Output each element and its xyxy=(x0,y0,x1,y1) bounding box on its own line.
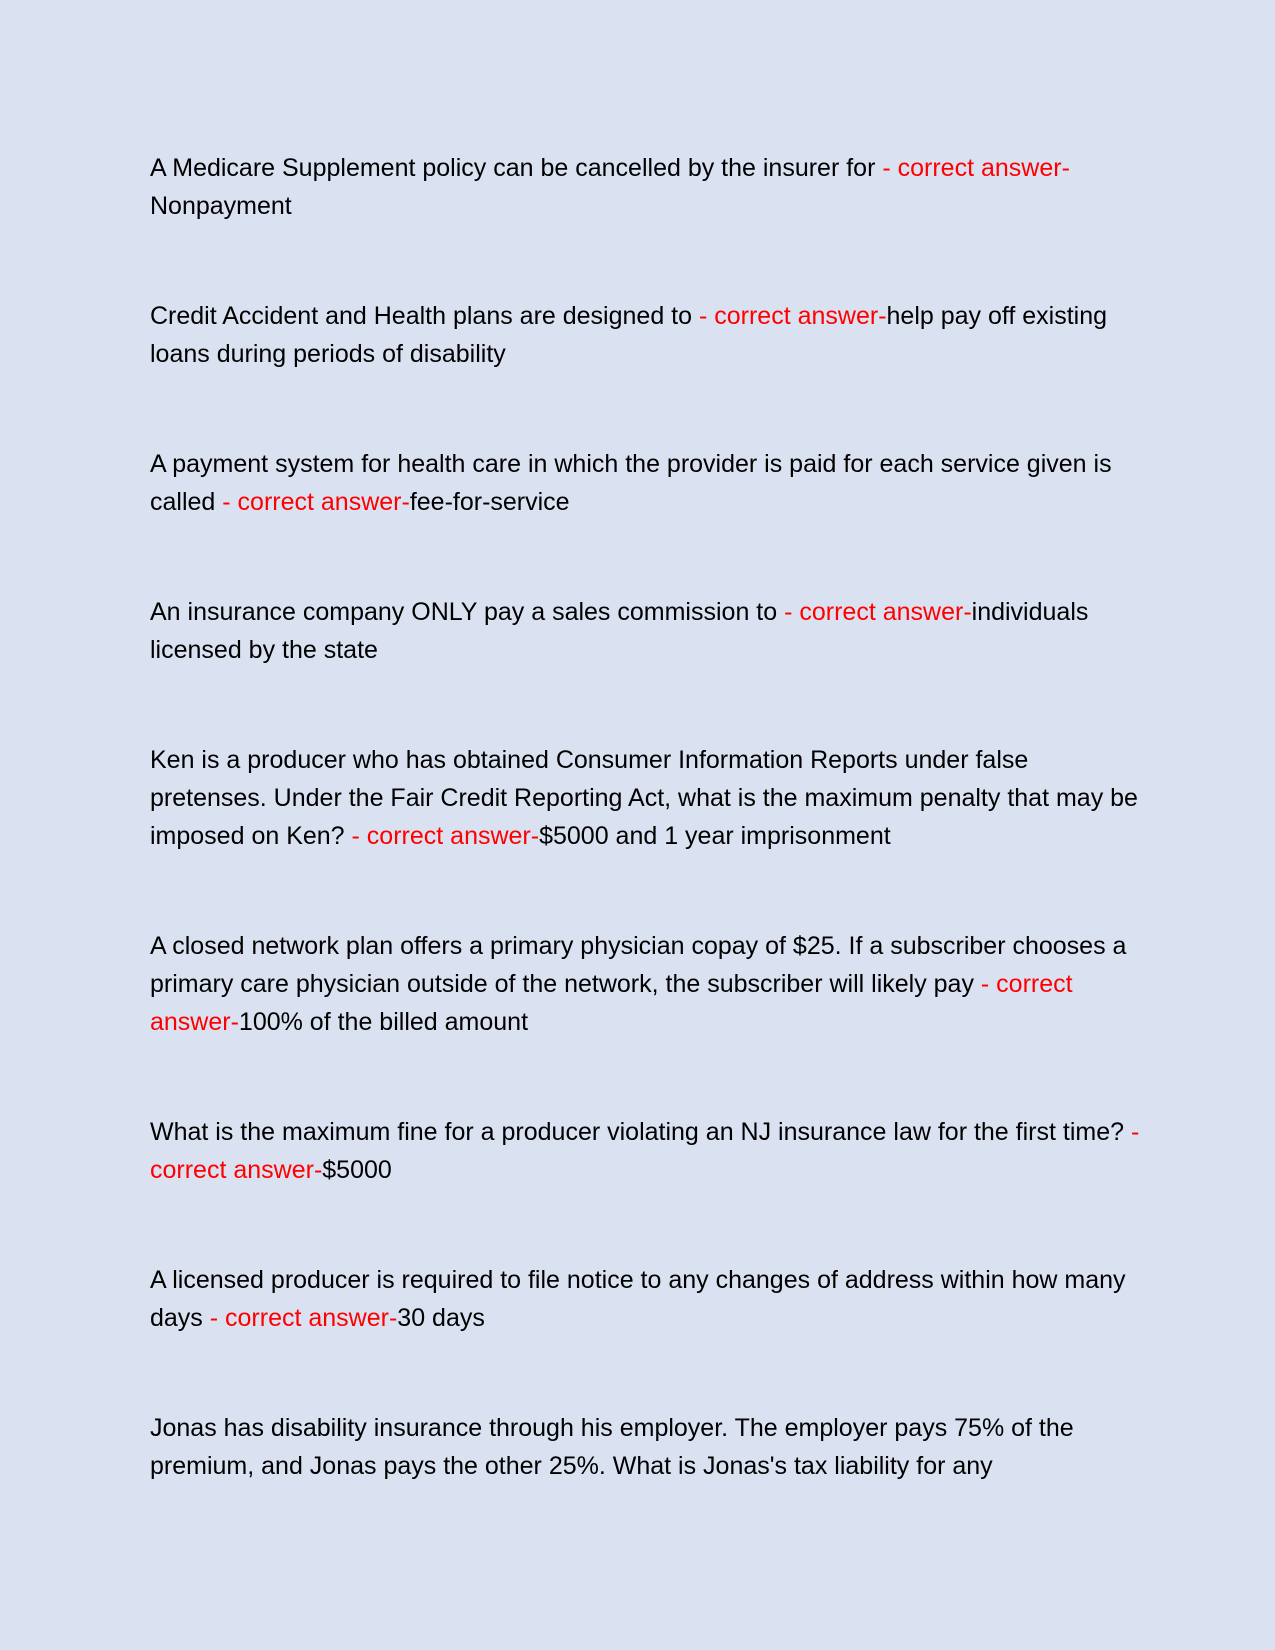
question-text: A licensed producer is required to file notice to any changes of address within how many days xyxy=(150,1266,1126,1332)
correct-answer-marker: - correct answer- xyxy=(777,598,972,626)
answer-text: $5000 xyxy=(322,1156,392,1184)
question-answer-list xyxy=(150,149,1140,1557)
question-text: A payment system for health care in which the provider is paid for each service given is called xyxy=(150,450,1112,516)
question-text: Credit Accident and Health plans are designed to xyxy=(150,302,693,330)
question-text: A closed network plan offers a primary physician copay of $25. If a subscriber chooses a primary care physician outside of the network, the subscriber will likely pay xyxy=(150,932,1127,998)
qa-item xyxy=(150,1113,1140,1189)
answer-text: Nonpayment xyxy=(150,192,292,220)
answer-text: $5000 and 1 year imprisonment xyxy=(539,822,891,850)
qa-item xyxy=(150,1261,1140,1337)
question-text: Jonas has disability insurance through his employer. The employer pays 75% of the premium, and Jonas pays the other 25%. What is Jonas's tax liability for any xyxy=(150,1414,1074,1480)
question-text: Ken is a producer who has obtained Consumer Information Reports under false pretenses. Under the Fair Credit Reporting Act, what is the maximum penalty that may be imposed on Ken? xyxy=(150,746,1138,850)
question-text: An insurance company ONLY pay a sales commission to xyxy=(150,598,778,626)
answer-text: 30 days xyxy=(397,1304,485,1332)
qa-item xyxy=(150,927,1140,1041)
correct-answer-marker: - correct answer- xyxy=(150,970,1073,1036)
answer-text: help pay off existing loans during periods of disability xyxy=(150,302,1108,368)
qa-item xyxy=(150,593,1140,669)
question-text: What is the maximum fine for a producer violating an NJ insurance law for the first time? xyxy=(150,1118,1125,1146)
qa-item xyxy=(150,1409,1140,1485)
answer-text: fee-for-service xyxy=(409,488,570,516)
qa-item xyxy=(150,741,1140,855)
correct-answer-marker: - correct answer- xyxy=(202,1304,398,1332)
qa-item xyxy=(150,297,1140,373)
answer-text: individuals licensed by the state xyxy=(150,598,1089,664)
correct-answer-marker: - correct answer- xyxy=(692,302,887,330)
qa-item xyxy=(150,149,1140,225)
qa-item xyxy=(150,445,1140,521)
correct-answer-marker: - correct answer- xyxy=(150,1118,1140,1184)
answer-text: 100% of the billed amount xyxy=(238,1008,529,1036)
correct-answer-marker: - correct answer- xyxy=(875,154,1070,182)
correct-answer-marker: - correct answer- xyxy=(215,488,410,516)
question-text: A Medicare Supplement policy can be cancelled by the insurer for xyxy=(150,154,876,182)
correct-answer-marker: - correct answer- xyxy=(344,822,540,850)
